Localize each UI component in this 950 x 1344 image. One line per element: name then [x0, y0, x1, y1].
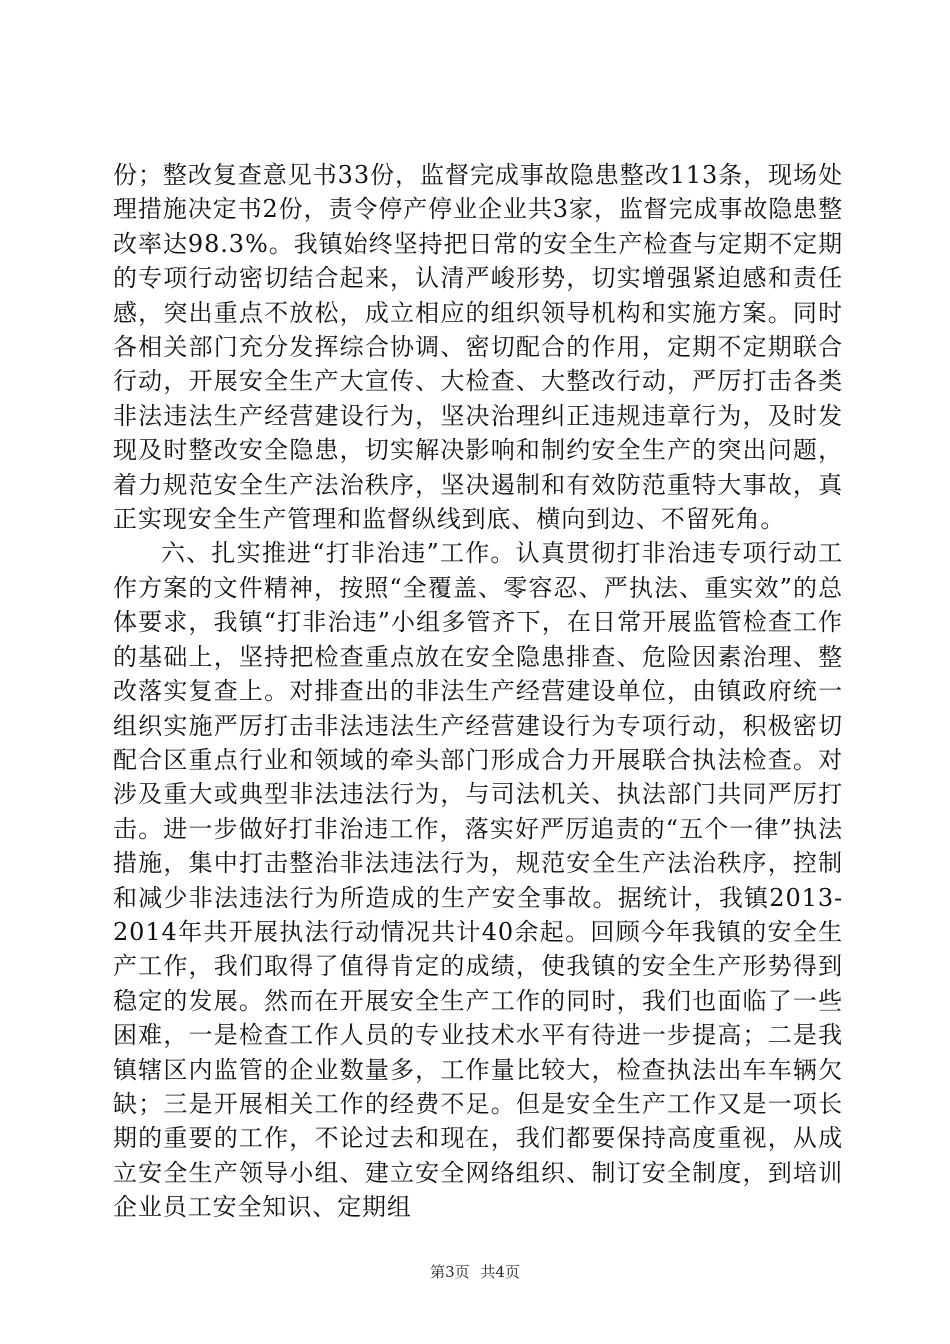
paragraph-continuation: 份；整改复查意见书33份，监督完成事故隐患整改113条，现场处理措施决定书2份，责令停产停业企业共3家，监督完成事故隐患整改率达98.3%。我镇始终坚持把日常的安全生产检查与定期不定期的专项行动密切结合起来，认清严峻形势，切实增强紧迫感和责任感，突出重点不放松，成立相应的组织领导机构和实施方案。同时各相关部门充分发挥综合协调、密切配合的作用，定期不定期联合行动，开展安全生产大宣传、大检查、大整改行动，严厉打击各类非法违法生产经营建设行为，坚决治理纠正违规违章行为，及时发现及时整改安全隐患，切实解决影响和制约安全生产的突出问题，着力规范安全生产法治秩序，坚决遏制和有效防范重特大事故，真正实现安全生产管理和监督纵线到底、横向到边、不留死角。 [113, 161, 843, 534]
page-number: 第3页 [430, 1263, 470, 1281]
page-footer [0, 1262, 950, 1282]
paragraph-section-six: 六、扎实推进“打非治违”工作。认真贯彻打非治违专项行动工作方案的文件精神，按照“全覆盖、零容忍、严执法、重实效”的总体要求，我镇“打非治违”小组多管齐下，在日常开展监管检查工作的基础上，坚持把检查重点放在安全隐患排查、危险因素治理、整改落实复查上。对排查出的非法生产经营建设单位，由镇政府统一组织实施严厉打击非法违法生产经营建设行为专项行动，积极密切配合区重点行业和领域的牵头部门形成合力开展联合执法检查。对涉及重大或典型非法违法行为，与司法机关、执法部门共同严厉打击。进一步做好打非治违工作，落实好严厉追责的“五个一律”执法措施，集中打击整治非法违法行为，规范安全生产法治秩序，控制和减少非法违法行为所造成的生产安全事故。据统计，我镇2013-2014年共开展执法行动情况共计40余起。回顾今年我镇的安全生产工作，我们取得了值得肯定的成绩，使我镇的安全生产形势得到稳定的发展。然而在开展安全生产工作的同时，我们也面临了一些困难，一是检查工作人员的专业技术水平有待进一步提高；二是我镇辖区内监管的企业数量多，工作量比较大，检查执法出车车辆欠缺；三是开展相关工作的经费不足。但是安全生产工作又是一项长期的重要的工作，不论过去和现在，我们都要保持高度重视，从成立安全生产领导小组、建立安全网络组织、制订安全制度，到培训企业员工安全知识、定期组 [113, 539, 843, 1222]
page-total: 共4页 [480, 1263, 520, 1281]
document-body [113, 158, 843, 1225]
